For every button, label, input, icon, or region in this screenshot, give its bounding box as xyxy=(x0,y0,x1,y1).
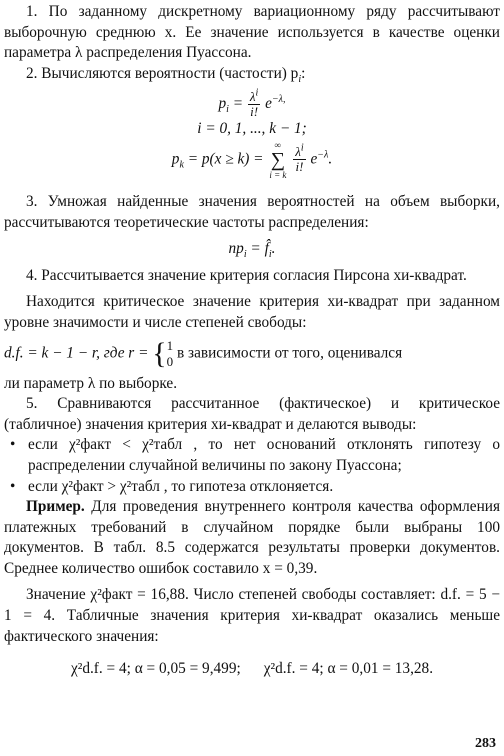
df-line: d.f. = k − 1 − r, где r = {1 0 в зависимости от того, оценивался xyxy=(4,336,403,370)
bullet-2: • если χ²факт > χ²табл , то гипотеза отклоняется. xyxy=(4,477,500,498)
sum-bottom: i = k xyxy=(269,169,287,180)
example-label: Пример. xyxy=(26,498,85,516)
page-number: 283 xyxy=(475,736,496,751)
formula-pi-e: e xyxy=(265,95,272,113)
paragraph-2-text: 2. Вычисляются вероятности (частости) p xyxy=(26,64,299,82)
formula-pk-left: p xyxy=(171,150,180,168)
paragraph-3: 3. Умножая найденные значения вероятностей на объем выборки, рассчитываются теоретические частоты распределения: xyxy=(4,192,500,231)
paragraph-4: 4. Рассчитывается значение критерия согласия Пирсона хи-квадрат. xyxy=(26,266,467,284)
paragraph-8: Значение χ²факт = 16,88. Число степеней свободы составляет: d.f. = 5 − 1 = 4. Табличные значения критерия хи-квадрат оказались меньше фактического значения: xyxy=(4,586,500,645)
formula-critical-values xyxy=(4,659,500,680)
formula-pi-left: p xyxy=(218,95,227,113)
document-page xyxy=(4,2,500,680)
df-expr: d.f. = k − 1 − r, где r = xyxy=(4,344,149,362)
bullet-1-text: если χ²факт < χ²табл , то нет оснований отклонять гипотезу о распределении случайной величины по закону Пуассона; xyxy=(28,436,500,474)
df-tail: в зависимости от того, оценивался xyxy=(176,344,403,362)
bullet-1: • если χ²факт < χ²табл , то нет оснований отклонять гипотезу о распределении случайной величины по закону Пуассона; xyxy=(4,435,500,476)
critical-value-005: χ²d.f. = 4; α = 0,05 = 9,499; xyxy=(70,660,241,678)
formula-npi: $np_i$ = $f̂_i$. xyxy=(228,240,276,261)
critical-value-001: χ²d.f. = 4; α = 0,01 = 13,28. xyxy=(263,660,434,678)
paragraph-7: 5. Сравниваются рассчитанное (фактическое) и критическое (табличное) значения критерия хи-квадрат и делаются выводы: xyxy=(4,395,500,433)
formula-pk-mid: = p(x ≥ k) = xyxy=(187,150,264,168)
bullet-2-text: если χ²факт > χ²табл , то гипотеза отклоняется. xyxy=(28,477,334,495)
formula-range: i = 0, 1, ..., k − 1; xyxy=(197,120,307,138)
formula-pi: $p_i$ = $\frac{\lambda^i}{i!}$ $e^{-\lambda,}$ xyxy=(218,88,286,120)
formula-npi-left: np xyxy=(228,240,244,258)
paragraph-2: 2. Вычисляются вероятности (частости) $p_i$: xyxy=(26,64,306,85)
formula-pi-exp: −λ, xyxy=(271,94,286,106)
paragraph-6: ли параметр λ по выборке. xyxy=(4,374,178,392)
example-paragraph xyxy=(4,497,500,579)
formula-pk-e: e xyxy=(310,150,318,168)
paragraph-5: Находится критическое значение критерия хи-квадрат при заданном уровне значимости и числе степеней свободы: xyxy=(4,293,500,331)
formula-pk: $p_k = p(x \ge k)$ = ∞ ∑ i = k $\frac{\lambda^i}{i!}$ $e^{-\lambda}$. xyxy=(171,139,333,180)
example-text: Для проведения внутреннего контроля качества оформления платежных требований в случайном порядке были выбраны 100 документов. В табл. 8.5 содержатся результаты проверки документов. Среднее количество ошибок составило x = 0,39. xyxy=(4,498,500,577)
sum-top: ∞ xyxy=(274,139,282,150)
paragraph-1: 1. По заданному дискретному вариационному ряду рассчитывают выборочную среднюю x. Ее значение используется в качестве оценки параметра λ распределения Пуассона. xyxy=(4,3,500,62)
